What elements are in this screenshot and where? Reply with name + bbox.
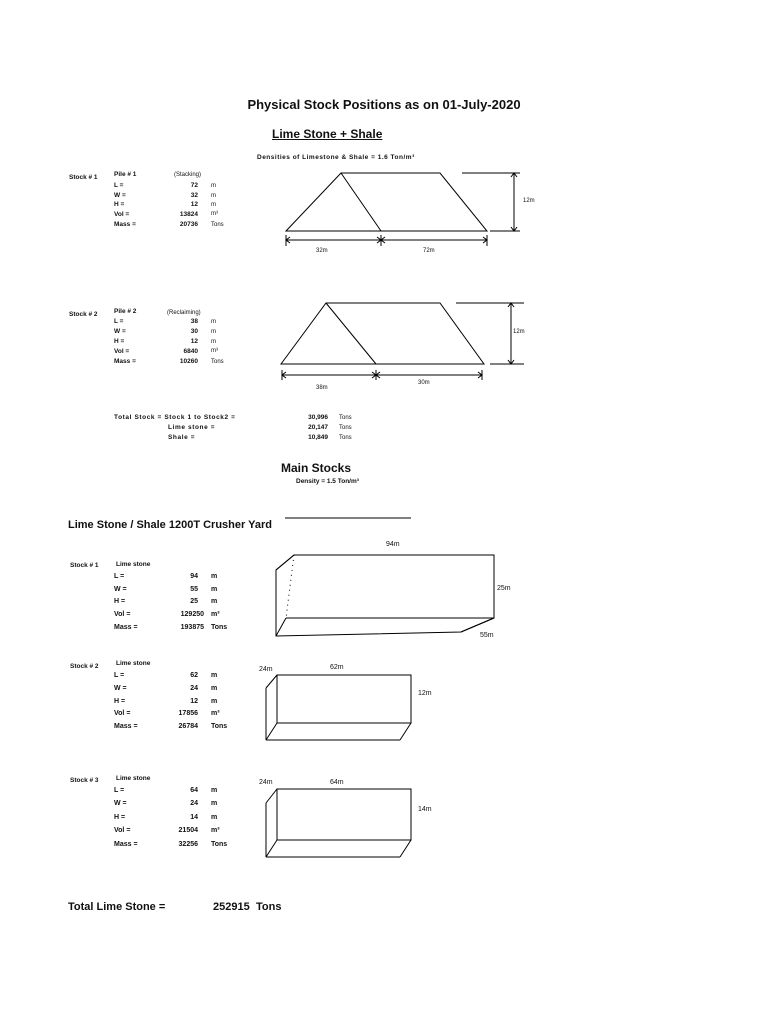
row-value: 30 <box>190 328 198 335</box>
row-label: H = <box>114 698 126 705</box>
row-unit: m³ <box>211 211 218 217</box>
stock-label: Stock # 2 <box>70 663 99 670</box>
row-value: 94 <box>190 573 198 580</box>
row-label: L = <box>114 182 124 189</box>
row-value: 10260 <box>179 358 198 365</box>
row-value: 13824 <box>179 211 198 218</box>
row-value: 62 <box>190 672 198 679</box>
row-label: L = <box>114 573 125 580</box>
row-label: W = <box>114 685 127 692</box>
row-value: 12 <box>190 338 198 345</box>
row-value: 32256 <box>178 841 198 848</box>
dim-height-label: 14m <box>418 806 432 813</box>
dim-length-label: 62m <box>330 664 344 671</box>
row-unit: m <box>211 800 218 807</box>
row-label: Vol = <box>114 211 130 218</box>
row-label: Vol = <box>114 710 131 717</box>
dim-top-label: 30m <box>418 380 430 386</box>
grand-total-label: Total Lime Stone = <box>68 901 166 913</box>
row-unit: Tons <box>211 624 228 631</box>
main-stock-2-diagram <box>266 675 411 740</box>
limestone-label: Lime stone = <box>168 424 216 431</box>
total-stock-unit: Tons <box>339 415 352 421</box>
row-value: 24 <box>190 685 198 692</box>
density-note-1: Densities of Limestone & Shale = 1.6 Ton/m³ <box>257 154 415 161</box>
row-unit: m³ <box>211 827 220 834</box>
dim-top-label: 72m <box>423 248 435 254</box>
row-label: W = <box>114 192 126 199</box>
row-unit: m <box>211 183 216 189</box>
dim-width-label: 55m <box>480 632 494 639</box>
row-unit: Tons <box>211 222 224 228</box>
dim-length-label: 64m <box>330 779 344 786</box>
pile-1-diagram <box>286 173 520 246</box>
dim-base-label: 32m <box>316 248 328 254</box>
row-unit: m³ <box>211 348 218 354</box>
row-value: 14 <box>190 814 198 821</box>
row-value: 20736 <box>179 221 198 228</box>
row-value: 72 <box>190 182 198 189</box>
material-label: Lime stone <box>116 660 151 667</box>
row-label: L = <box>114 672 125 679</box>
row-value: 26784 <box>178 723 198 730</box>
density-note-2: Density = 1.5 Ton/m³ <box>296 478 359 485</box>
row-unit: m <box>211 598 218 605</box>
row-unit: m³ <box>211 710 220 717</box>
shale-label: Shale = <box>168 434 196 441</box>
row-unit: m³ <box>211 611 220 618</box>
row-unit: m <box>211 685 218 692</box>
dim-width-label: 24m <box>259 779 273 786</box>
row-label: Mass = <box>114 221 136 228</box>
row-value: 6840 <box>183 348 198 355</box>
row-unit: m <box>211 814 218 821</box>
page-title: Physical Stock Positions as on 01-July-2020 <box>247 97 521 112</box>
shale-unit: Tons <box>339 435 352 441</box>
row-value: 129250 <box>180 611 204 618</box>
row-value: 17856 <box>178 710 198 717</box>
row-unit: m <box>211 672 218 679</box>
row-label: L = <box>114 787 125 794</box>
dim-base-label: 38m <box>316 385 328 391</box>
row-value: 55 <box>190 586 198 593</box>
row-label: Vol = <box>114 611 131 618</box>
pile-label: Pile # 1 <box>114 171 137 178</box>
row-label: Vol = <box>114 348 130 355</box>
grand-total-unit: Tons <box>256 901 282 913</box>
shale-value: 10,849 <box>308 434 328 441</box>
total-stock-label: Total Stock = Stock 1 to Stock2 = <box>114 414 236 421</box>
dim-height-label: 12m <box>523 198 535 204</box>
dim-height-label: 25m <box>497 585 511 592</box>
row-unit: Tons <box>211 723 228 730</box>
row-value: 32 <box>190 192 198 199</box>
row-label: H = <box>114 338 125 345</box>
row-unit: Tons <box>211 359 224 365</box>
row-unit: m <box>211 193 216 199</box>
limestone-unit: Tons <box>339 425 352 431</box>
row-unit: m <box>211 698 218 705</box>
limestone-value: 20,147 <box>308 424 328 431</box>
row-label: H = <box>114 598 126 605</box>
row-unit: m <box>211 573 218 580</box>
pile-2-diagram <box>281 303 524 380</box>
row-label: Mass = <box>114 723 138 730</box>
stock-label: Stock # 2 <box>69 311 98 318</box>
row-unit: m <box>211 339 216 345</box>
row-value: 12 <box>190 698 198 705</box>
row-label: L = <box>114 318 124 325</box>
row-unit: m <box>211 319 216 325</box>
row-value: 64 <box>190 787 198 794</box>
row-unit: m <box>211 586 218 593</box>
stock-label: Stock # 3 <box>70 777 99 784</box>
row-label: Vol = <box>114 827 131 834</box>
yard-title: Lime Stone / Shale 1200T Crusher Yard <box>68 519 272 531</box>
pile-mode: (Reclaiming) <box>167 310 201 316</box>
row-label: W = <box>114 328 126 335</box>
row-label: Mass = <box>114 624 138 631</box>
row-unit: m <box>211 787 218 794</box>
row-unit: m <box>211 202 216 208</box>
material-label: Lime stone <box>116 775 151 782</box>
pile-mode: (Stacking) <box>174 172 202 178</box>
row-label: Mass = <box>114 841 138 848</box>
row-value: 21504 <box>178 827 198 834</box>
stock-label: Stock # 1 <box>69 174 98 181</box>
stock-label: Stock # 1 <box>70 562 99 569</box>
row-value: 12 <box>190 201 198 208</box>
dim-length-label: 94m <box>386 541 400 548</box>
row-unit: Tons <box>211 841 228 848</box>
row-value: 38 <box>190 318 198 325</box>
row-label: H = <box>114 814 126 821</box>
section-heading-main-stocks: Main Stocks <box>281 461 352 475</box>
row-label: W = <box>114 800 127 807</box>
dim-height-label: 12m <box>418 690 432 697</box>
main-stock-1-diagram <box>276 555 494 636</box>
row-unit: m <box>211 329 216 335</box>
dim-height-label: 12m <box>513 329 525 335</box>
grand-total-value: 252915 <box>213 901 250 913</box>
section-heading-limestone-shale: Lime Stone + Shale <box>272 127 383 141</box>
dim-width-label: 24m <box>259 666 273 673</box>
total-stock-value: 30,996 <box>308 414 328 421</box>
row-label: H = <box>114 201 125 208</box>
main-stock-3-diagram <box>266 789 411 857</box>
material-label: Lime stone <box>116 561 151 568</box>
row-label: W = <box>114 586 127 593</box>
row-value: 25 <box>190 598 198 605</box>
row-value: 24 <box>190 800 198 807</box>
row-value: 193875 <box>180 624 204 631</box>
row-label: Mass = <box>114 358 136 365</box>
pile-label: Pile # 2 <box>114 308 137 315</box>
